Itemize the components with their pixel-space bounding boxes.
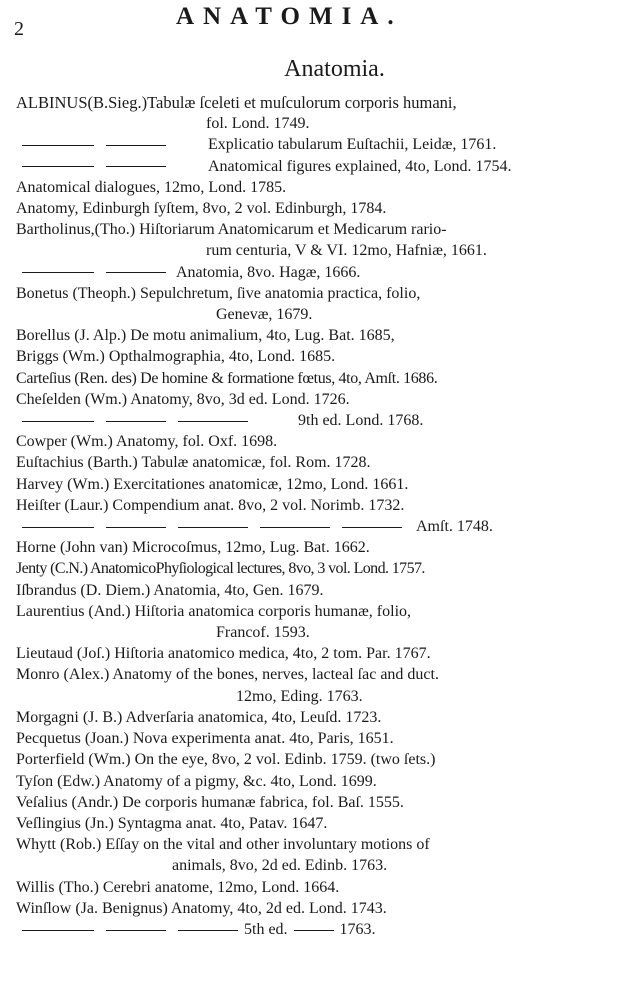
entry-whytt [16,834,612,876]
entry-line-end: 1763. [339,920,376,938]
entry-line: Horne (John van) Microcoſmus, 12mo, Lug. Bat. 1662. [16,539,370,557]
entry-line: Lieutaud (Joſ.) Hiſtoria anatomico medica, 4to, 2 tom. Par. 1767. [16,645,431,663]
entry-line: Bartholinus,(Tho.) Hiſtoriarum Anatomicarum et Medicarum rario- [16,221,447,239]
entry-continuation: fol. Lond. 1749. [206,115,310,133]
ditto-dash [294,930,334,931]
ditto-dash [178,527,248,528]
entry-anatomy-edinburgh [16,198,612,219]
entry-line: Veſalius (Andr.) De corporis humanæ fabrica, fol. Baſ. 1555. [16,793,404,811]
entry-vesalius [16,792,612,813]
entry-line: Anatomia, 8vo. Hagæ, 1666. [176,263,361,281]
entry-line: Euſtachius (Barth.) Tabulæ anatomicæ, fol. Rom. 1728. [16,454,371,472]
entry-isbrandus [16,580,612,601]
entry-line: Heiſter (Laur.) Compendium anat. 8vo, 2 vol. Norimb. 1732. [16,496,405,514]
entry-continuation: Francof. 1593. [216,624,310,642]
entry-line: Explicatio tabularum Euſtachii, Leidæ, 1761. [208,136,497,154]
running-head: ANATOMIA. [176,3,403,30]
entry-laurentius [16,601,612,643]
entry-winslow-5th [16,919,612,940]
entry-harvey [16,474,612,495]
entry-continuation: Genevæ, 1679. [216,306,313,324]
entry-line: 9th ed. Lond. 1768. [298,412,424,430]
entry-line: Briggs (Wm.) Opthalmographia, 4to, Lond. 1685. [16,348,336,366]
ditto-dash [178,421,248,422]
ditto-dash [22,421,94,422]
entry-cheselden-9th [16,410,612,431]
entry-bartholinus-anatomia [16,262,612,283]
ditto-dash [106,421,166,422]
entry-jenty [16,558,612,579]
entry-line: Porterfield (Wm.) On the eye, 8vo, 2 vol. Edinb. 1759. (two ſets.) [16,751,436,769]
entry-line: Monro (Alex.) Anatomy of the bones, nerves, lacteal ſac and duct. [16,666,439,684]
entry-line: Harvey (Wm.) Exercitationes anatomicæ, 12mo, Lond. 1661. [16,475,409,493]
entry-anatomical-dialogues [16,177,612,198]
ditto-dash [106,930,166,931]
entry-albinus [16,92,612,134]
entry-bartholinus [16,219,612,261]
ditto-dash [22,272,94,273]
entry-line: Anatomical dialogues, 12mo, Lond. 1785. [16,178,287,196]
ditto-dash [22,930,94,931]
entry-briggs [16,346,612,367]
ditto-dash [22,527,94,528]
entry-veslingius [16,813,612,834]
entry-cowper [16,431,612,452]
page-number: 2 [14,18,24,40]
entry-line: 5th ed. [244,920,288,938]
entry-tyson [16,771,612,792]
entry-line: Anatomy, Edinburgh ſyſtem, 8vo, 2 vol. Edinburgh, 1784. [16,200,387,218]
entry-heister-amst [16,516,612,537]
entry-line: Laurentius (And.) Hiſtoria anatomica corporis humanæ, folio, [16,602,412,620]
entry-line: Carteſius (Ren. des) De homine & formatione fœtus, 4to, Amſt. 1686. [16,369,438,387]
entry-bonetus [16,283,612,325]
entry-line: Pecquetus (Joan.) Nova experimenta anat. 4to, Paris, 1651. [16,730,394,748]
bibliography-list [16,92,612,940]
entry-horne [16,537,612,558]
entry-morgagni [16,707,612,728]
ditto-dash [260,527,330,528]
entry-heister [16,495,612,516]
entry-line: Morgagni (J. B.) Adverſaria anatomica, 4to, Leuſd. 1723. [16,708,382,726]
entry-line: Cheſelden (Wm.) Anatomy, 8vo, 3d ed. Lond. 1726. [16,390,350,408]
entry-porterfield [16,749,612,770]
entry-line: Bonetus (Theoph.) Sepulchretum, ſive anatomia practica, folio, [16,284,421,302]
entry-continuation: 12mo, Eding. 1763. [236,687,363,705]
entry-pecquetus [16,728,612,749]
entry-cheselden [16,389,612,410]
entry-line: Veſlingius (Jn.) Syntagma anat. 4to, Patav. 1647. [16,814,328,832]
ditto-dash [106,166,166,167]
entry-winslow [16,898,612,919]
ditto-dash [22,145,94,146]
ditto-dash [106,527,166,528]
ditto-dash [106,145,166,146]
entry-albinus-figures [16,156,612,177]
entry-line: Amſt. 1748. [416,518,493,536]
entry-line: ALBINUS(B.Sieg.)Tabulæ ſceleti et muſculorum corporis humani, [16,93,457,112]
ditto-dash [22,166,94,167]
section-title: Anatomia. [284,56,385,82]
entry-continuation: rum centuria, V & VI. 12mo, Hafniæ, 1661. [206,242,487,260]
entry-eustachius [16,452,612,473]
entry-lieutaud [16,643,612,664]
ditto-dash [342,527,402,528]
entry-line: Whytt (Rob.) Eſſay on the vital and other involuntary motions of [16,836,430,854]
entry-continuation: animals, 8vo, 2d ed. Edinb. 1763. [172,857,388,875]
entry-line: Willis (Tho.) Cerebri anatome, 12mo, Lond. 1664. [16,878,340,896]
entry-line: Borellus (J. Alp.) De motu animalium, 4to, Lug. Bat. 1685, [16,327,395,345]
entry-line: Winſlow (Ja. Benignus) Anatomy, 4to, 2d ed. Lond. 1743. [16,899,387,917]
entry-albinus-explicatio [16,134,612,155]
entry-line: Jenty (C.N.) AnatomicoPhyſiological lectures, 8vo, 3 vol. Lond. 1757. [16,560,425,578]
entry-monro [16,664,612,706]
entry-line: Cowper (Wm.) Anatomy, fol. Oxf. 1698. [16,433,278,451]
entry-cartesius [16,368,612,389]
entry-willis [16,877,612,898]
ditto-dash [106,272,166,273]
entry-line: Tyſon (Edw.) Anatomy of a pigmy, &c. 4to, Lond. 1699. [16,772,377,790]
entry-line: Anatomical figures explained, 4to, Lond. 1754. [208,157,512,175]
ditto-dash [178,930,238,931]
entry-line: Iſbrandus (D. Diem.) Anatomia, 4to, Gen. 1679. [16,581,324,599]
entry-borellus [16,325,612,346]
